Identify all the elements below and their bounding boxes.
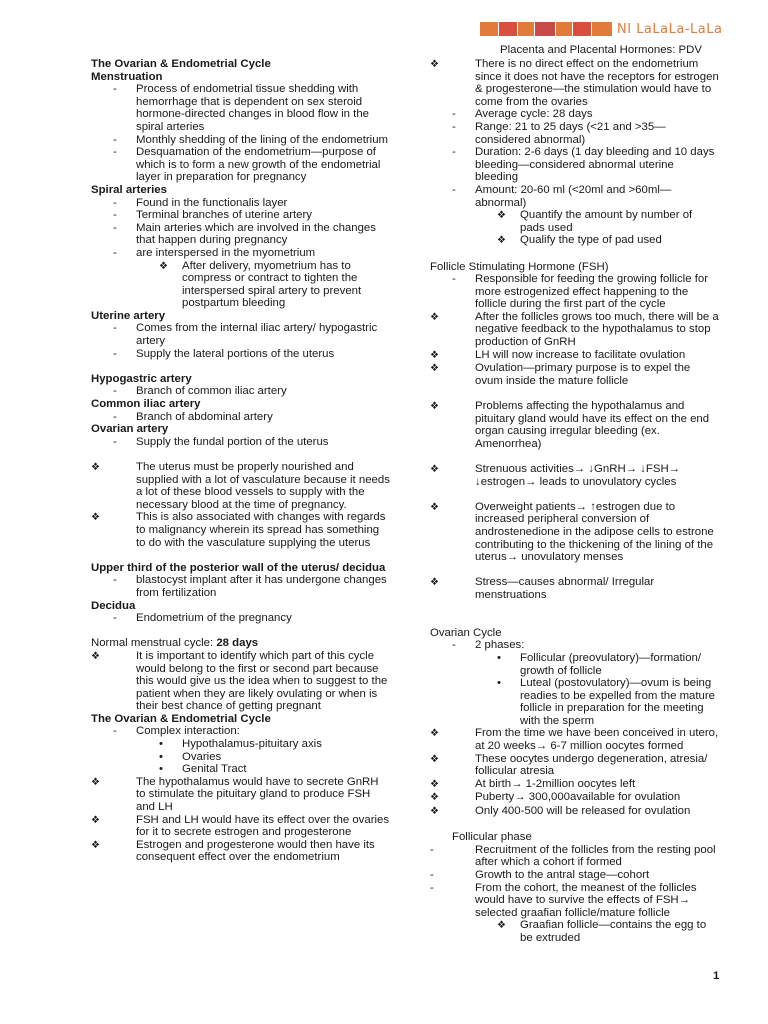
paragraph-text: Ovarian artery (91, 423, 169, 436)
section-heading (91, 310, 391, 323)
dash-bullet-icon: - (452, 108, 456, 121)
list-item-text: These oocytes undergo degeneration, atresia/ follicular atresia (475, 752, 708, 778)
section-heading (91, 373, 391, 386)
dash-bullet-icon: - (452, 273, 456, 286)
list-item-text: Main arteries which are involved in the changes that happen during pregnancy (136, 221, 376, 247)
left-column (91, 58, 391, 864)
section-heading (91, 600, 391, 613)
dot-bullet-icon: • (497, 677, 501, 690)
list-item-text: Estrogen and progesterone would then have its consequent effect over the endometrium (136, 838, 375, 864)
list-item (430, 844, 720, 869)
list-item-text: There is no direct effect on the endometrium since it does not have the receptors for estrogen & progesterone—the stimulation would have to come from the ovaries (475, 58, 719, 108)
paragraph-text: Hypogastric artery (91, 372, 192, 385)
list-item (430, 791, 720, 805)
paragraph-text: The Ovarian & Endometrial Cycle (91, 58, 271, 70)
list-item (91, 247, 391, 260)
list-item (91, 612, 391, 625)
list-item (430, 501, 720, 564)
list-item-text: Average cycle: 28 days (475, 108, 593, 121)
dash-bullet-icon: - (113, 221, 117, 234)
dot-bullet-icon: • (159, 738, 163, 751)
dash-bullet-icon: - (430, 881, 434, 894)
list-item-text: This is also associated with changes with regards to malignancy wherein its spread has something to do with the vasculature supplying the uterus (136, 511, 386, 549)
list-item (430, 146, 720, 184)
spacer (91, 549, 391, 562)
list-item (91, 814, 391, 839)
list-item-text: Ovaries (182, 750, 222, 763)
dash-bullet-icon: - (113, 435, 117, 448)
spacer (91, 625, 391, 638)
list-item (91, 134, 391, 147)
spacer (430, 248, 720, 261)
list-item-text: From the cohort, the meanest of the follicles would have to survive the effects of FSH→ selected graafian follicle/mature follicle (475, 881, 697, 919)
brand-header (480, 20, 722, 38)
list-item (91, 763, 391, 776)
list-item-text: Range: 21 to 25 days (<21 and >35—considered abnormal) (475, 120, 666, 146)
paragraph-text: Common iliac artery (91, 398, 201, 411)
list-item-text: blastocyst implant after it has undergone changes from fertilization (136, 574, 387, 599)
dash-bullet-icon: - (430, 869, 434, 881)
list-item (430, 882, 720, 920)
list-item (91, 650, 391, 713)
section-heading (91, 184, 391, 197)
list-item (430, 919, 720, 944)
diamond-bullet-icon: ❖ (159, 260, 168, 272)
diamond-bullet-icon: ❖ (430, 59, 439, 70)
list-item-text: Strenuous activities→ ↓GnRH→ ↓FSH→ ↓estrogen→ leads to unovulatory cycles (475, 463, 681, 488)
list-item-text: The uterus must be properly nourished and supplied with a lot of vasculature because it needs a lot of these blood vessels to supply with the necessary blood at the time of pregnancy. (136, 461, 390, 511)
diamond-bullet-icon: ❖ (430, 577, 439, 589)
list-item-text: Recruitment of the follicles from the resting pool after which a cohort if formed (475, 843, 716, 869)
list-item-text: Process of endometrial tissue shedding with hemorrhage that is dependent on sex steroid hormone-directed changes in blood flow in the spiral arteries (136, 83, 370, 133)
logo-block (573, 22, 591, 36)
spacer (430, 602, 720, 615)
diamond-bullet-icon: ❖ (91, 839, 100, 851)
diamond-bullet-icon: ❖ (430, 806, 439, 818)
list-item (430, 58, 720, 108)
diamond-bullet-icon: ❖ (430, 753, 439, 765)
spacer (91, 448, 391, 461)
diamond-bullet-icon: ❖ (430, 311, 439, 323)
list-item-text: Overweight patients→ ↑estrogen due to increased peripheral conversion of androstenedione in the adipose cells to estrone contributing to the thickening of the lining of the uterus→ unovulatory menses (475, 500, 714, 564)
list-item (91, 436, 391, 449)
dash-bullet-icon: - (113, 146, 117, 159)
list-item (430, 869, 720, 882)
logo-block (556, 22, 572, 36)
list-item-text: Supply the fundal portion of the uterus (136, 435, 329, 448)
list-item (430, 349, 720, 363)
section-heading (91, 562, 391, 575)
section-heading (91, 58, 391, 71)
list-item (430, 753, 720, 778)
list-item-text: Ovulation—primary purpose is to expel the ovum inside the mature follicle (475, 362, 691, 387)
list-item (430, 639, 720, 652)
list-item-text: From the time we have been conceived in utero, at 20 weeks→ 6-7 million oocytes formed (475, 727, 719, 753)
logo-block (518, 22, 534, 36)
dash-bullet-icon: - (113, 385, 117, 398)
list-item (430, 463, 720, 488)
brand-text: NI LaLaLa-LaLa (617, 21, 723, 37)
dash-bullet-icon: - (113, 209, 117, 222)
dash-bullet-icon: - (113, 83, 117, 96)
paragraph (91, 637, 391, 650)
dash-bullet-icon: - (113, 410, 117, 423)
dash-bullet-icon: - (113, 725, 117, 738)
diamond-bullet-icon: ❖ (91, 814, 100, 826)
dash-bullet-icon: - (113, 246, 117, 259)
list-item (91, 348, 391, 361)
paragraph-text: Normal menstrual cycle: (91, 637, 217, 650)
list-item (430, 576, 720, 601)
spacer (430, 564, 720, 577)
dash-bullet-icon: - (430, 843, 434, 856)
list-item-text: At birth→ 1-2million oocytes left (475, 777, 636, 790)
list-item-text: Puberty→ 300,000available for ovulation (475, 791, 681, 804)
list-item (91, 839, 391, 864)
list-item (91, 222, 391, 247)
list-item (430, 400, 720, 450)
paragraph-text: The Ovarian & Endometrial Cycle (91, 712, 271, 725)
list-item (430, 677, 720, 727)
diamond-bullet-icon: ❖ (91, 776, 100, 788)
dash-bullet-icon: - (113, 574, 117, 587)
list-item-text: Luteal (postovulatory)—ovum is being readies to be expelled from the mature follicle in preparation for the meeting with the sperm (520, 677, 716, 727)
paragraph-text: Decidua (91, 599, 136, 612)
diamond-bullet-icon: ❖ (91, 462, 100, 473)
spacer (430, 819, 720, 832)
list-item-text: Amount: 20-60 ml (<20ml and >60ml—abnormal) (475, 183, 672, 209)
list-item-text: It is important to identify which part of this cycle would belong to the first or second part because this would give us the idea when to suggest to the patient when they are likely ovulating or when is their best chance of getting pregnant (136, 649, 388, 713)
section-heading (91, 423, 391, 436)
list-item (430, 121, 720, 146)
paragraph-text: Upper third of the posterior wall of the uterus/ decidua (91, 561, 386, 574)
dash-bullet-icon: - (113, 347, 117, 360)
list-item-text: Follicular (preovulatory)—formation/ growth of follicle (520, 651, 702, 677)
list-item-text: Responsible for feeding the growing follicle for more estrogenized effect happening to the follicle during the first part of the cycle (475, 273, 709, 311)
list-item (430, 273, 720, 311)
bold-value: 28 days (216, 637, 259, 650)
brand-logo (480, 22, 613, 36)
dash-bullet-icon: - (113, 322, 117, 335)
dot-bullet-icon: • (159, 750, 163, 763)
list-item-text: Duration: 2-6 days (1 day bleeding and 10 days bleeding—considered abnormal uterine bleeding (475, 146, 715, 184)
list-item-text: Growth to the antral stage—cohort (475, 869, 650, 881)
list-item-text: Only 400-500 will be released for ovulation (475, 805, 691, 818)
diamond-bullet-icon: ❖ (430, 349, 439, 361)
list-item-text: Graafian follicle—contains the egg to be extruded (520, 919, 707, 944)
diamond-bullet-icon: ❖ (430, 792, 439, 804)
list-item (91, 209, 391, 222)
list-item (91, 385, 391, 398)
page-number: 1 (713, 970, 720, 982)
list-item (91, 83, 391, 133)
list-item (430, 108, 720, 121)
paragraph-text: Follicle Stimulating Hormone (FSH) (430, 260, 609, 273)
dash-bullet-icon: - (452, 146, 456, 159)
diamond-bullet-icon: ❖ (91, 512, 100, 524)
spacer (430, 488, 720, 501)
paragraph (430, 627, 720, 640)
diamond-bullet-icon: ❖ (497, 920, 506, 932)
diamond-bullet-icon: ❖ (497, 235, 506, 247)
list-item-text: Endometrium of the pregnancy (136, 612, 292, 625)
list-item-text: Monthly shedding of the lining of the endometrium (136, 133, 389, 146)
list-item-text: After the follicles grows too much, there will be a negative feedback to the hypothalamus to stop production of GnRH (475, 310, 719, 349)
logo-block (535, 22, 555, 36)
list-item-text: Genital Tract (182, 763, 247, 776)
logo-block (592, 22, 612, 36)
dash-bullet-icon: - (113, 133, 117, 146)
section-heading (91, 71, 391, 84)
list-item (430, 184, 720, 209)
dash-bullet-icon: - (113, 196, 117, 209)
right-column (430, 58, 720, 945)
section-heading (91, 713, 391, 726)
paragraph-text: Uterine artery (91, 309, 166, 322)
dash-bullet-icon: - (113, 612, 117, 625)
list-item (91, 197, 391, 210)
list-item-text: Branch of common iliac artery (136, 385, 287, 398)
diamond-bullet-icon: ❖ (430, 464, 439, 475)
list-item-text: FSH and LH would have its effect over the ovaries for it to secrete estrogen and progesterone (136, 813, 390, 839)
logo-block (480, 22, 498, 36)
list-item (91, 725, 391, 738)
paragraph-text: Follicular phase (452, 831, 532, 844)
list-item-text: After delivery, myometrium has to compress or contract to tighten the interspersed spiral artery to prevent postpartum bleeding (182, 259, 362, 310)
list-item-text: Comes from the internal iliac artery/ hypogastric artery (136, 322, 378, 348)
list-item (91, 574, 391, 599)
list-item (430, 209, 720, 234)
list-item-text: Branch of abdominal artery (136, 410, 273, 423)
dash-bullet-icon: - (452, 183, 456, 196)
paragraph (430, 831, 720, 844)
list-item (91, 146, 391, 184)
list-item-text: LH will now increase to facilitate ovulation (475, 348, 686, 361)
list-item (430, 778, 720, 792)
list-item-text: Quantify the amount by number of pads used (520, 209, 693, 234)
list-item-text: 2 phases: (475, 639, 525, 652)
diamond-bullet-icon: ❖ (430, 401, 439, 413)
list-item (430, 652, 720, 677)
list-item-text: are interspersed in the myometrium (136, 246, 316, 259)
list-item (430, 362, 720, 387)
list-item (430, 805, 720, 819)
list-item-text: The hypothalamus would have to secrete GnRH to stimulate the pituitary gland to produce FSH and LH (136, 775, 379, 814)
list-item-text: Stress—causes abnormal/ Irregular menstruations (475, 576, 655, 601)
list-item (91, 322, 391, 347)
list-item (430, 311, 720, 349)
paragraph-text: Menstruation (91, 70, 163, 83)
diamond-bullet-icon: ❖ (497, 210, 506, 222)
paragraph (430, 261, 720, 274)
diamond-bullet-icon: ❖ (91, 650, 100, 662)
dot-bullet-icon: • (159, 763, 163, 776)
list-item (91, 776, 391, 814)
paragraph-text: Spiral arteries (91, 183, 167, 196)
document-title: Placenta and Placental Hormones: PDV (500, 44, 702, 56)
list-item (91, 411, 391, 424)
diamond-bullet-icon: ❖ (430, 778, 439, 790)
logo-block (499, 22, 517, 36)
spacer (430, 614, 720, 627)
spacer (91, 360, 391, 373)
list-item-text: Qualify the type of pad used (520, 234, 662, 247)
list-item-text: Terminal branches of uterine artery (136, 209, 313, 222)
list-item (430, 234, 720, 248)
list-item-text: Desquamation of the endometrium—purpose of which is to form a new growth of the endometrial layer in preparation for pregnancy (136, 146, 381, 184)
diamond-bullet-icon: ❖ (430, 728, 439, 740)
list-item (91, 751, 391, 764)
diamond-bullet-icon: ❖ (430, 363, 439, 375)
dot-bullet-icon: • (497, 651, 501, 664)
list-item-text: Supply the lateral portions of the uterus (136, 347, 335, 360)
list-item (91, 738, 391, 751)
dash-bullet-icon: - (452, 120, 456, 133)
list-item (91, 260, 391, 310)
section-heading (91, 398, 391, 411)
dash-bullet-icon: - (452, 639, 456, 652)
paragraph-text: Ovarian Cycle (430, 626, 502, 639)
list-item-text: Complex interaction: (136, 725, 240, 738)
list-item-text: Found in the functionalis layer (136, 196, 288, 209)
spacer (430, 387, 720, 400)
list-item (430, 727, 720, 752)
list-item (91, 461, 391, 511)
spacer (430, 450, 720, 463)
list-item-text: Problems affecting the hypothalamus and pituitary gland would have its effect on the end organ causing irregular bleeding (ex. Amenorrhea) (475, 400, 710, 450)
list-item (91, 511, 391, 549)
diamond-bullet-icon: ❖ (430, 501, 439, 513)
list-item-text: Hypothalamus-pituitary axis (182, 738, 322, 751)
